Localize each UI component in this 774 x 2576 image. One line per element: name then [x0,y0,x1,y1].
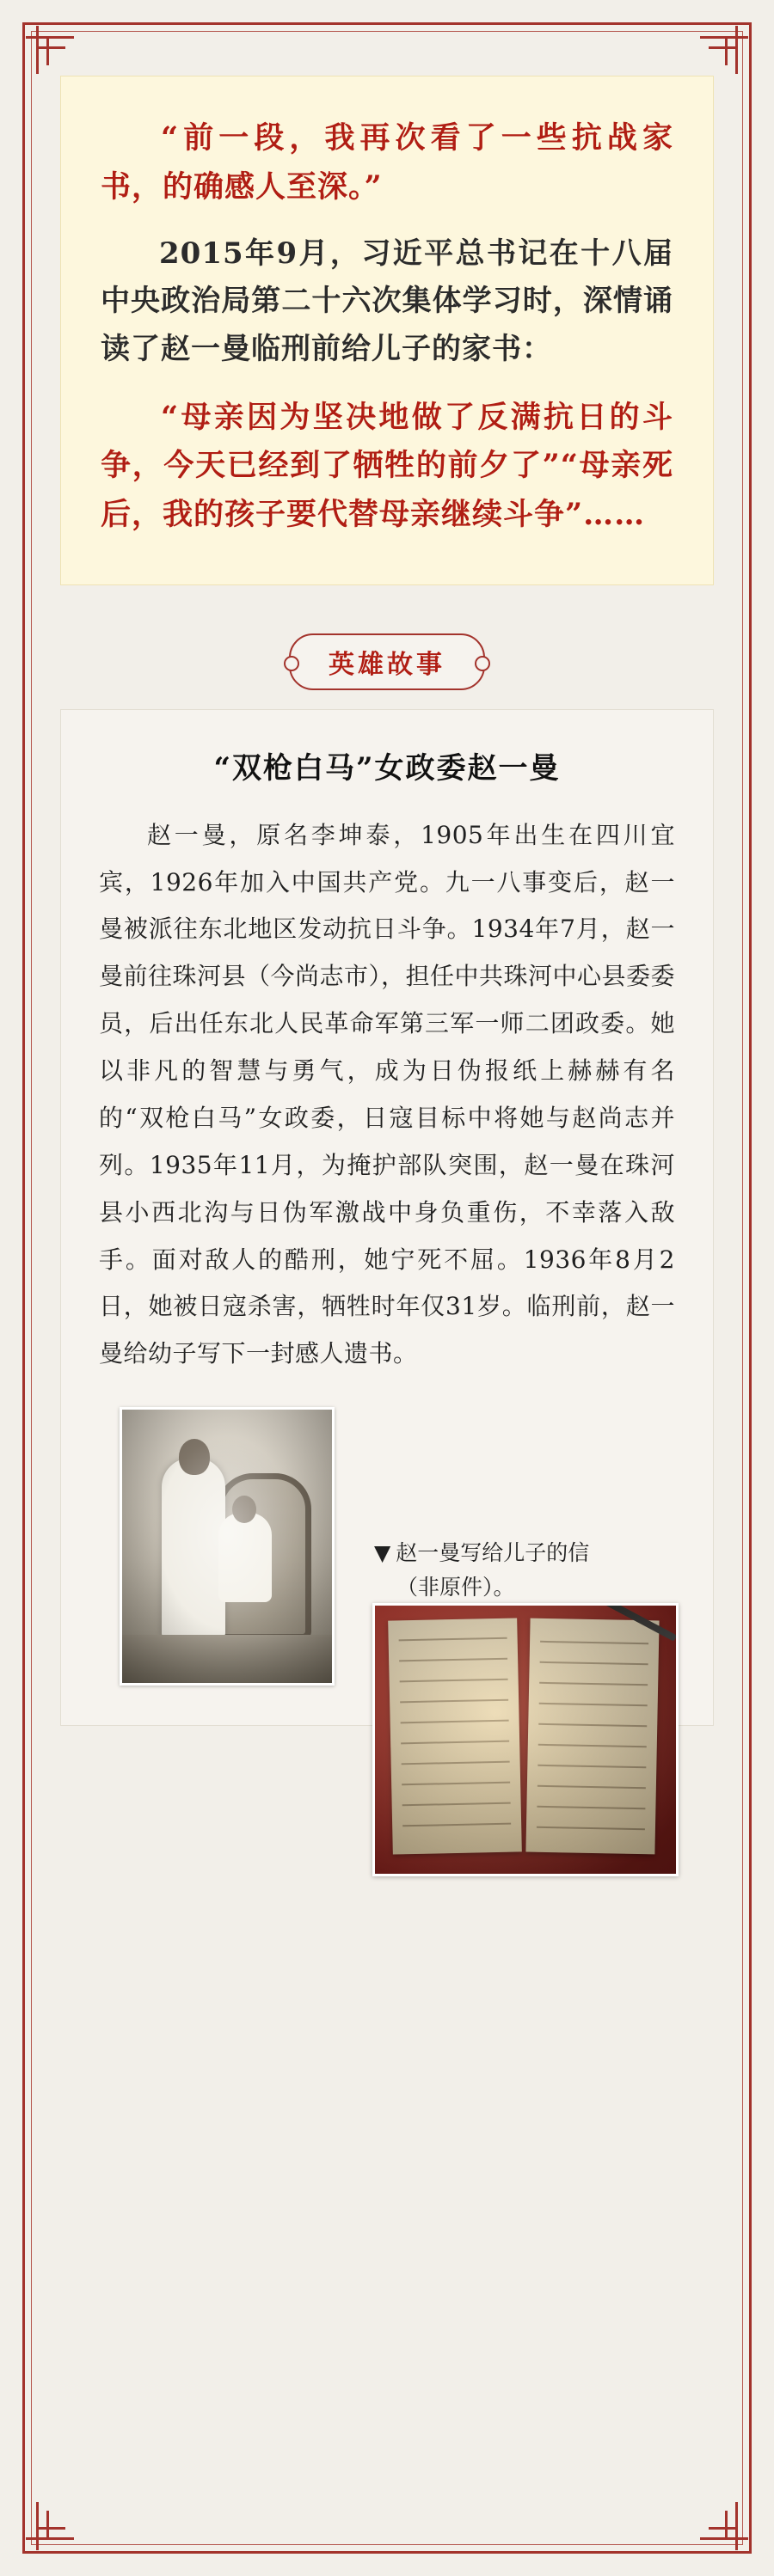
quote-context: 2015年9月，习近平总书记在十八届中央政治局第二十六次集体学习时，深情诵读了赵一曼临刑前给儿子的家书： [101,236,673,366]
letter-photo-overlay [375,1606,676,1874]
article-body [99,812,675,1379]
photo-row [99,1407,675,1691]
article-title: “双枪白马”女政委赵一曼 [213,750,561,786]
caption-line-1: 赵一曼写给儿子的信 [396,1540,590,1566]
portrait-photo [120,1407,335,1686]
quote-headline: “前一段，我再次看了一些抗战家书，的确感人至深。” [101,120,673,205]
section-badge-wrapper [60,633,714,690]
article-paragraph: 赵一曼，原名李坤泰，1905年出生在四川宜宾，1926年加入中国共产党。九一八事变后，赵一曼被派往东北地区发动抗日斗争。1934年7月，赵一曼前往珠河县（今尚志市），担任中共珠河中心县委委员，后出任东北人民革命军第三军一师二团政委。她以非凡的智慧与勇气，成为日伪报纸上赫赫有名的“双枪白马”女政委，日寇目标中将她与赵尚志并列。1935年11月，为掩护部队突围，赵一曼在珠河县小西北沟与日伪军激战中身负重伤，不幸落入敌手。面对敌人的酷刑，她宁死不屈。1936年8月2日，她被日寇杀害，牺牲时年仅31岁。临刑前，赵一曼给幼子写下一封感人遗书。 [99,820,676,1368]
letter-photo [372,1603,679,1876]
corner-ornament-top-right-icon [693,26,748,81]
quote-letter-excerpt: “母亲因为坚决地做了反满抗日的斗争，今天已经到了牺牲的前夕了”“母亲死后，我的孩子要代替母亲继续斗争”…… [101,399,673,532]
article-card [60,709,714,1727]
caption-marker-icon: ▼ [374,1540,391,1566]
corner-ornament-bottom-right-icon [693,2495,748,2550]
quote-card [60,76,714,585]
photo-vignette [122,1410,332,1683]
photo-caption [374,1536,658,1605]
caption-line-2: （非原件）。 [396,1575,515,1600]
corner-ornament-bottom-left-icon [26,2495,81,2550]
content-column [60,76,714,1829]
corner-ornament-top-left-icon [26,26,81,81]
section-badge: 英雄故事 [289,633,485,690]
